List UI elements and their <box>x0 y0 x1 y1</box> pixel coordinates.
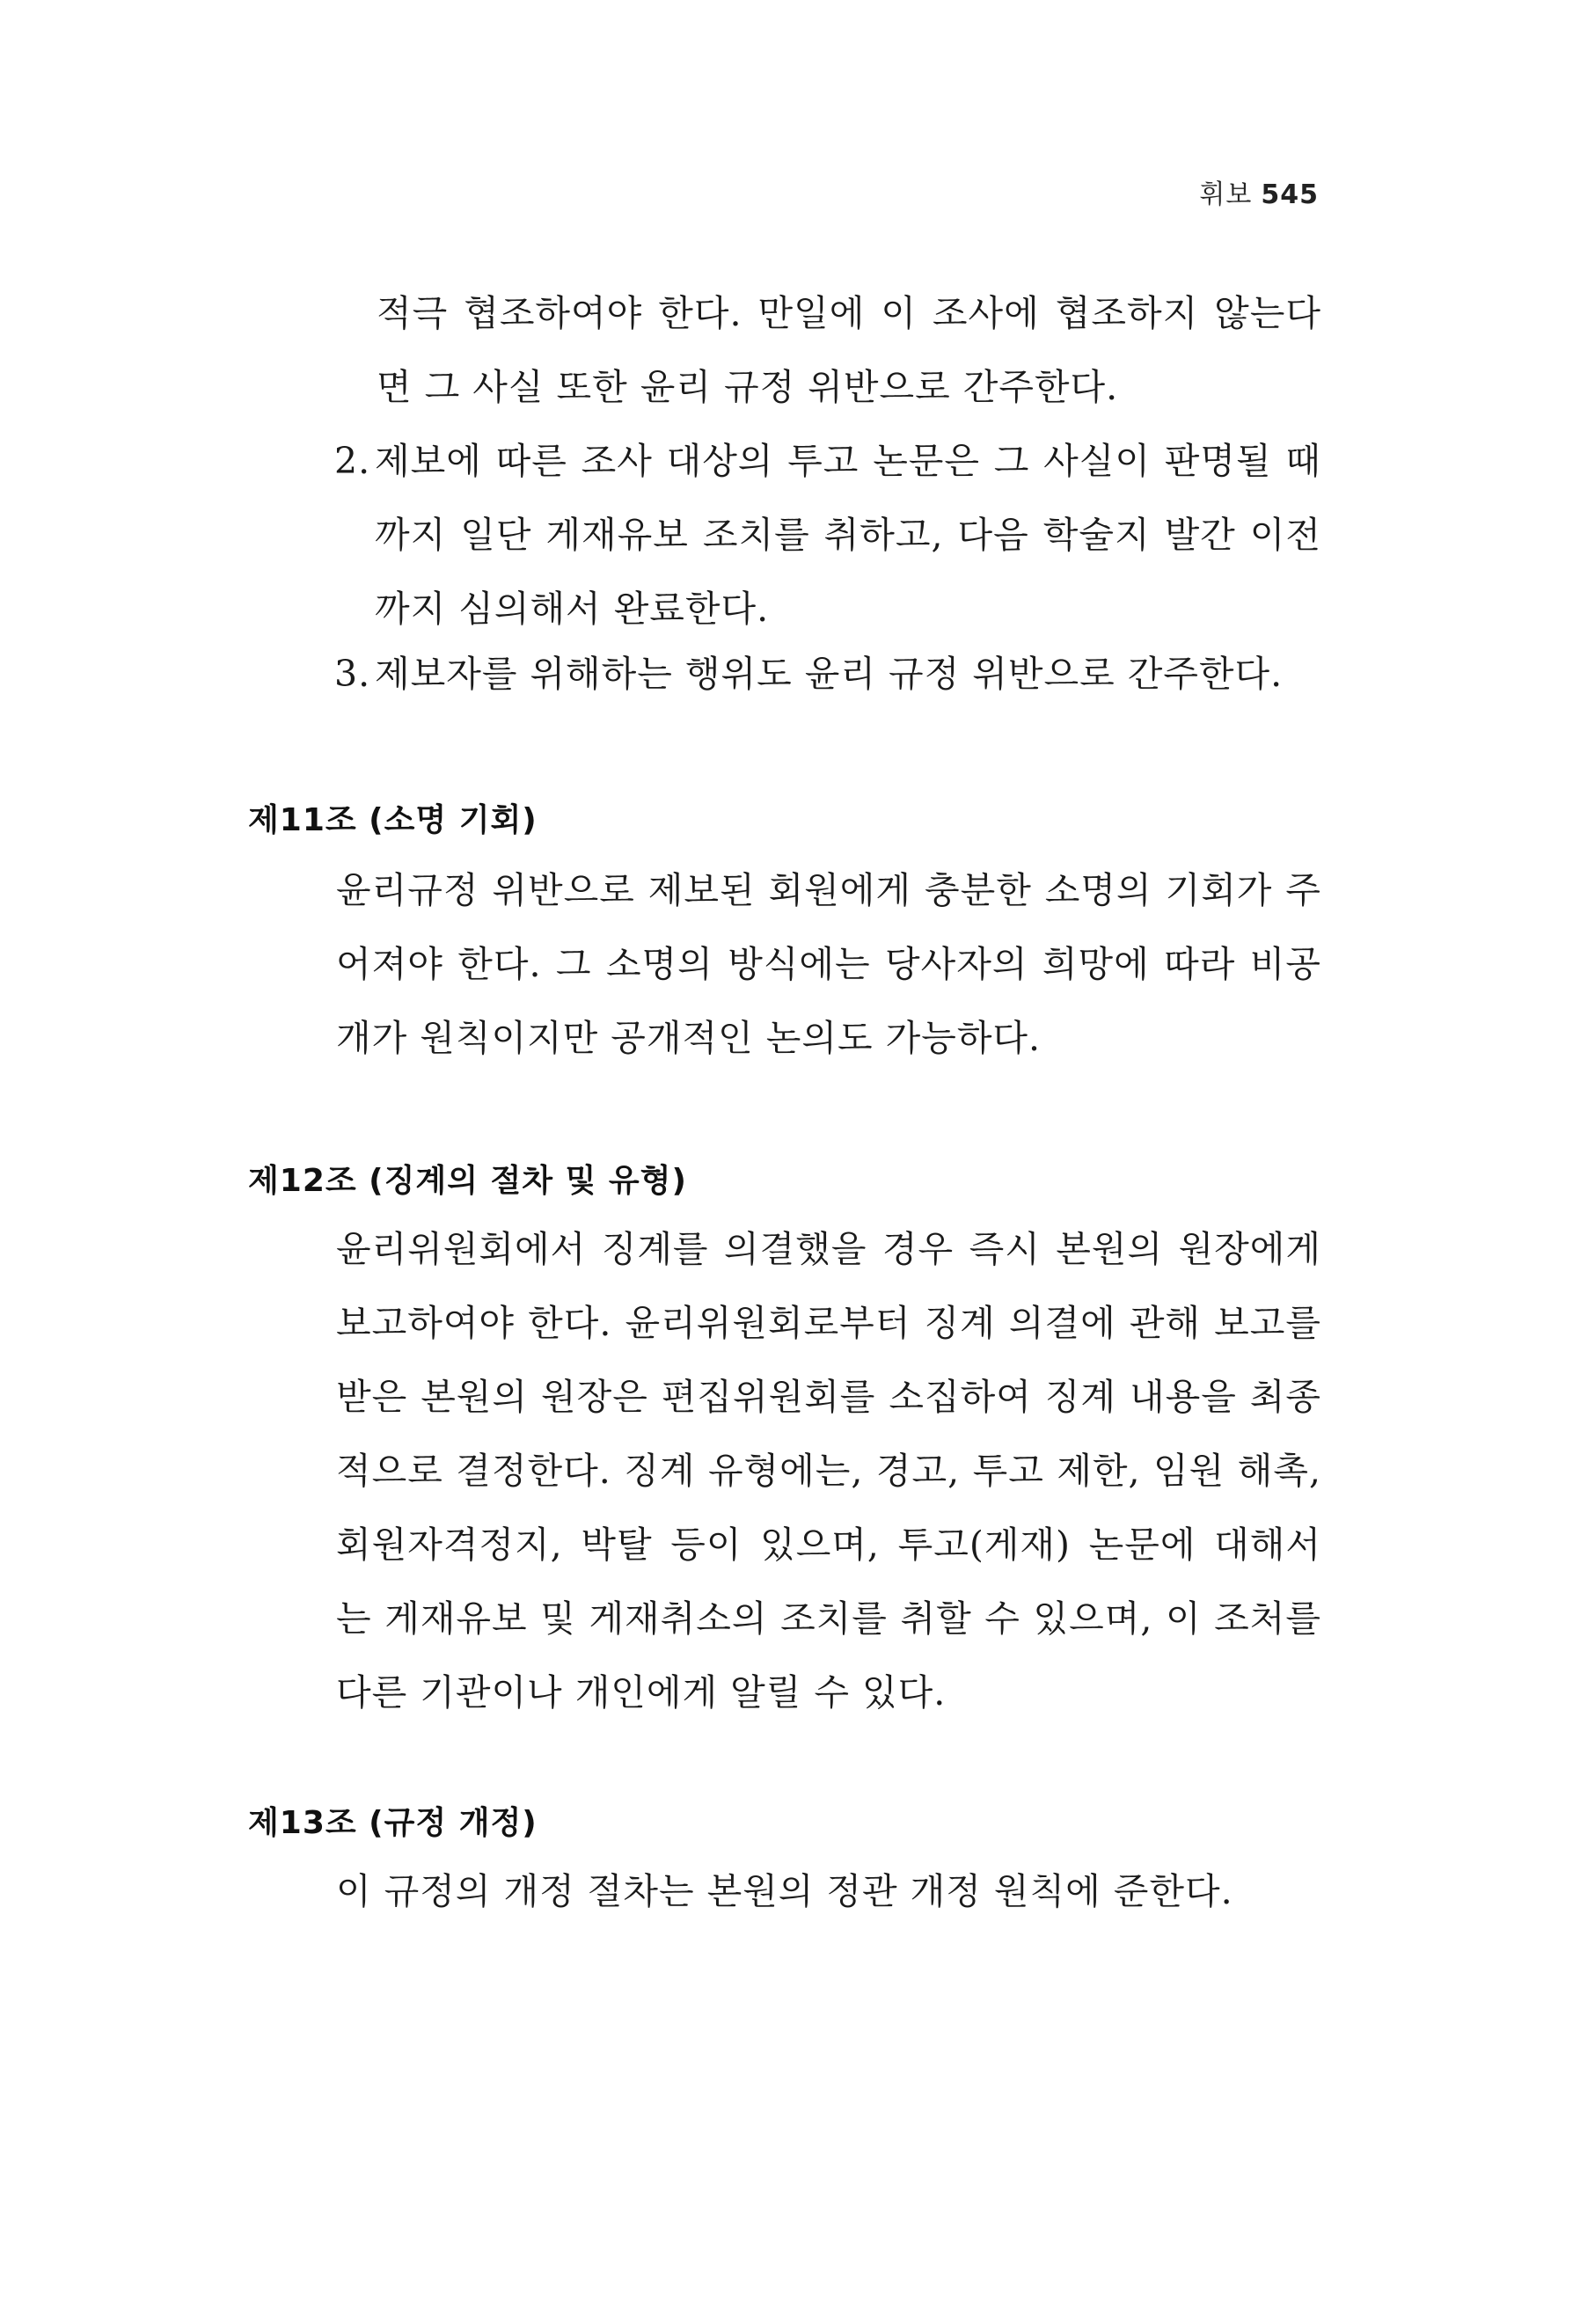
list-item-text: 제보에 따른 조사 대상의 투고 논문은 그 사실이 판명될 때까지 일단 게재유보 조치를 취하고, 다음 학술지 발간 이전까지 심의해서 완료한다. <box>375 440 1321 630</box>
list-item-number: 2. <box>334 440 371 482</box>
list-item-text: 제보자를 위해하는 행위도 윤리 규정 위반으로 간주한다. <box>375 653 1284 695</box>
article-11-heading: 제11조 (소명 기회) <box>248 802 538 838</box>
article-12-heading: 제12조 (징계의 절차 및 유형) <box>248 1163 687 1199</box>
list-item-2 <box>334 424 1321 646</box>
header-section-title: 휘보 <box>1199 179 1253 210</box>
continued-paragraph: 적극 협조하여야 한다. 만일에 이 조사에 협조하지 않는다면 그 사실 또한 윤리 규정 위반으로 간주한다. <box>377 292 1321 408</box>
list-item-3 <box>334 637 1321 711</box>
article-13-body: 이 규정의 개정 절차는 본원의 정관 개정 원칙에 준한다. <box>336 1870 1233 1912</box>
article-11-body: 윤리규정 위반으로 제보된 회원에게 충분한 소명의 기회가 주어져야 한다. 그 소명의 방식에는 당사자의 희망에 따라 비공개가 원칙이지만 공개적인 논의도 가능하다. <box>336 869 1321 1059</box>
list-item-number: 3. <box>334 653 371 695</box>
page-number: 545 <box>1261 179 1319 210</box>
article-13-heading: 제13조 (규정 개정) <box>248 1805 538 1841</box>
article-12-body: 윤리위원회에서 징계를 의결했을 경우 즉시 본원의 원장에게 보고하여야 한다. 윤리위원회로부터 징계 의결에 관해 보고를 받은 본원의 원장은 편집위원회를 소집하여 징계 내용을 최종적으로 결정한다. 징계 유형에는, 경고, 투고 제한, 임원 해촉, 회원자격정지, 박탈 등이 있으며, 투고(게재) 논문에 대해서는 게재유보 및 게재취소의 조치를 취할 수 있으며, 이 조처를 다른 기관이나 개인에게 알릴 수 있다. <box>336 1228 1321 1714</box>
running-header <box>1199 172 1319 211</box>
